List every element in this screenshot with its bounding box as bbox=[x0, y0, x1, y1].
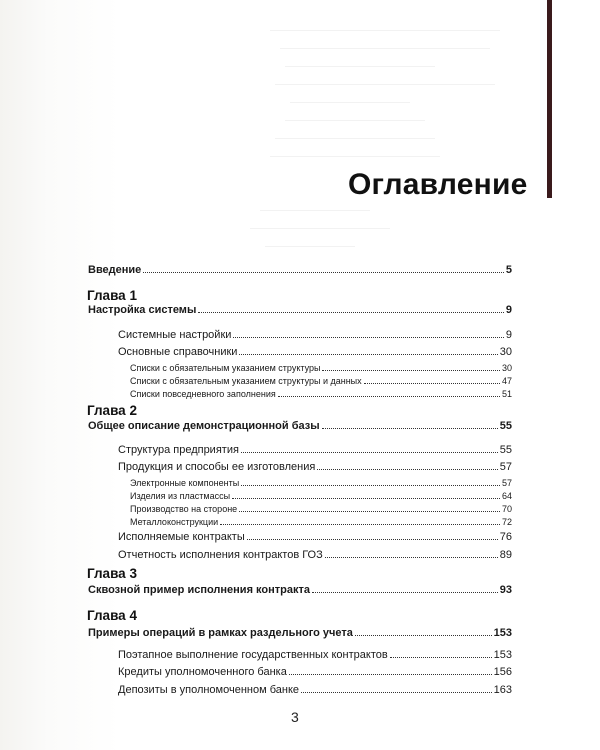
leader-dots bbox=[322, 370, 500, 371]
toc-page: 153 bbox=[493, 627, 512, 639]
leader-dots bbox=[232, 498, 500, 499]
toc-page: 9 bbox=[505, 329, 512, 341]
page-number: 3 bbox=[291, 709, 299, 725]
toc-subsection bbox=[130, 376, 512, 386]
toc-label: Продукция и способы ее изготовления bbox=[118, 461, 316, 473]
leader-dots bbox=[247, 539, 498, 540]
toc-subsection bbox=[130, 491, 512, 501]
toc-section bbox=[118, 549, 512, 561]
toc-label: Сквозной пример исполнения контракта bbox=[88, 584, 311, 596]
toc-label: Списки с обязательным указанием структуры bbox=[130, 363, 321, 373]
toc-label: Исполняемые контракты bbox=[118, 531, 245, 543]
chapter-heading: Глава 4 bbox=[87, 608, 137, 623]
toc-label: Отчетность исполнения контрактов ГОЗ bbox=[118, 549, 323, 561]
leader-dots bbox=[233, 337, 503, 338]
toc-chapter-title bbox=[88, 584, 512, 596]
toc-page: 76 bbox=[499, 531, 512, 543]
toc-page: 72 bbox=[501, 517, 512, 527]
toc-section bbox=[118, 531, 512, 543]
leader-dots bbox=[241, 485, 500, 486]
toc-section bbox=[118, 684, 512, 696]
toc-label: Списки повседневного заполнения bbox=[130, 389, 276, 399]
leader-dots bbox=[220, 524, 500, 525]
chapter-heading: Глава 3 bbox=[87, 566, 137, 581]
toc-label: Введение bbox=[88, 264, 142, 276]
toc-label: Изделия из пластмассы bbox=[130, 491, 231, 501]
leader-dots bbox=[325, 557, 498, 558]
toc-page: 70 bbox=[501, 504, 512, 514]
toc-label: Структура предприятия bbox=[118, 444, 239, 456]
leader-dots bbox=[390, 657, 492, 658]
leader-dots bbox=[301, 692, 492, 693]
toc-label: Металлоконструкции bbox=[130, 517, 219, 527]
toc-page: 57 bbox=[499, 461, 512, 473]
toc-label: Депозиты в уполномоченном банке bbox=[118, 684, 300, 696]
toc-label: Производство на стороне bbox=[130, 504, 238, 514]
leader-dots bbox=[322, 428, 498, 429]
adjacent-page-edge bbox=[547, 0, 552, 198]
toc-section bbox=[118, 346, 512, 358]
toc-label: Системные настройки bbox=[118, 329, 232, 341]
toc-page: 163 bbox=[493, 684, 512, 696]
toc-page: 55 bbox=[499, 420, 512, 432]
toc-label: Примеры операций в рамках раздельного учета bbox=[88, 627, 353, 639]
toc-page: 156 bbox=[493, 666, 512, 678]
toc-section bbox=[118, 461, 512, 473]
toc-label: Электронные компоненты bbox=[130, 478, 240, 488]
toc-page: 55 bbox=[499, 444, 512, 456]
toc-page: 89 bbox=[499, 549, 512, 561]
toc-subsection bbox=[130, 517, 512, 527]
show-through-text bbox=[60, 0, 520, 260]
leader-dots bbox=[198, 312, 504, 313]
leader-dots bbox=[239, 354, 497, 355]
toc-label: Настройка системы bbox=[88, 304, 197, 316]
leader-dots bbox=[241, 452, 498, 453]
leader-dots bbox=[364, 383, 500, 384]
toc-page: 9 bbox=[505, 304, 512, 316]
chapter-heading: Глава 2 bbox=[87, 403, 137, 418]
toc-section bbox=[118, 329, 512, 341]
toc-subsection bbox=[130, 504, 512, 514]
leader-dots bbox=[278, 396, 500, 397]
toc-section bbox=[118, 649, 512, 661]
toc-label: Общее описание демонстрационной базы bbox=[88, 420, 320, 432]
toc-chapter-title bbox=[88, 420, 512, 432]
toc-label: Кредиты уполномоченного банка bbox=[118, 666, 287, 678]
toc-subsection bbox=[130, 478, 512, 488]
toc-label: Поэтапное выполнение государственных контрактов bbox=[118, 649, 388, 661]
toc-page: 93 bbox=[499, 584, 512, 596]
toc-page: 51 bbox=[501, 389, 512, 399]
toc-intro bbox=[88, 264, 512, 276]
toc-page: 64 bbox=[501, 491, 512, 501]
toc-chapter-title bbox=[88, 627, 512, 639]
toc-page: 30 bbox=[499, 346, 512, 358]
toc-page: 57 bbox=[501, 478, 512, 488]
toc-section bbox=[118, 666, 512, 678]
toc-page: 5 bbox=[505, 264, 512, 276]
leader-dots bbox=[355, 635, 492, 636]
leader-dots bbox=[317, 469, 497, 470]
leader-dots bbox=[312, 592, 498, 593]
toc-subsection bbox=[130, 363, 512, 373]
page-title: Оглавление bbox=[348, 168, 528, 201]
toc-page: 30 bbox=[501, 363, 512, 373]
chapter-heading: Глава 1 bbox=[87, 288, 137, 303]
toc-page: 153 bbox=[493, 649, 512, 661]
leader-dots bbox=[239, 511, 500, 512]
leader-dots bbox=[289, 674, 492, 675]
toc-label: Основные справочники bbox=[118, 346, 238, 358]
toc-page: 47 bbox=[501, 376, 512, 386]
toc-chapter-title bbox=[88, 304, 512, 316]
leader-dots bbox=[143, 272, 504, 273]
toc-subsection bbox=[130, 389, 512, 399]
toc-section bbox=[118, 444, 512, 456]
toc-label: Списки с обязательным указанием структуры и данных bbox=[130, 376, 362, 386]
